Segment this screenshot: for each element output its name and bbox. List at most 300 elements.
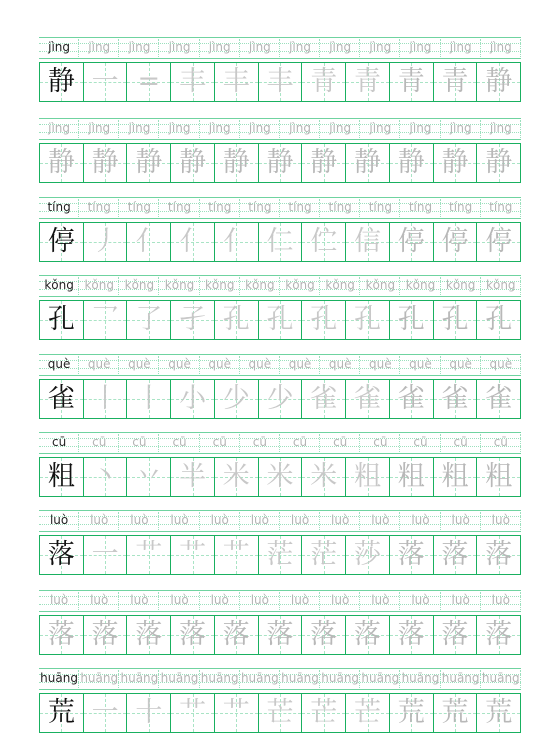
model-character-cell: [40, 301, 84, 339]
pinyin-text: cū: [493, 435, 508, 449]
pinyin-text: jìng: [48, 40, 71, 54]
trace-character-cell: [215, 694, 259, 732]
practice-row: [39, 275, 521, 340]
pinyin-text: kǒng: [445, 278, 476, 292]
pinyin-cell: [481, 275, 521, 297]
trace-character-cell: [477, 144, 520, 182]
hanzi-character: 粗: [354, 461, 381, 492]
pinyin-text: què: [47, 357, 71, 371]
hanzi-character: 小: [179, 383, 207, 414]
pinyin-cell: [481, 590, 521, 612]
hanzi-character: 静: [354, 147, 381, 178]
pinyin-text: kǒng: [124, 278, 155, 292]
pinyin-text: luò: [170, 593, 189, 607]
trace-character-cell: [434, 694, 478, 732]
trace-character-cell: [171, 694, 215, 732]
trace-character-cell: [434, 223, 478, 261]
pinyin-cell: [481, 510, 521, 532]
pinyin-cell: [119, 510, 159, 532]
trace-character-cell: [390, 694, 434, 732]
pinyin-text: luò: [250, 593, 269, 607]
pinyin-text: cū: [51, 435, 67, 449]
hanzi-character: 一: [91, 539, 119, 570]
practice-row: [39, 354, 521, 419]
pinyin-cell: [200, 668, 240, 690]
hanzi-character: 丿: [91, 226, 119, 257]
pinyin-cell: [360, 590, 400, 612]
pinyin-text: cū: [212, 435, 227, 449]
hanzi-character: 落: [485, 619, 513, 650]
hanzi-character: 静: [441, 147, 469, 178]
practice-row: [39, 37, 521, 102]
pinyin-cell: [240, 275, 280, 297]
trace-character-cell: [477, 694, 520, 732]
pinyin-text: tíng: [368, 200, 392, 214]
pinyin-cell: [240, 37, 280, 59]
pinyin-text: huāng: [401, 671, 440, 685]
hanzi-character: 十: [135, 697, 163, 728]
pinyin-text: huāng: [481, 671, 520, 685]
model-character-cell: [40, 616, 84, 654]
pinyin-cell: [159, 37, 199, 59]
trace-character-cell: [84, 223, 128, 261]
pinyin-cell: [200, 37, 240, 59]
pinyin-text: kǒng: [204, 278, 235, 292]
pinyin-cell: [320, 510, 360, 532]
pinyin-cell: [159, 510, 199, 532]
pinyin-text: huāng: [120, 671, 159, 685]
pinyin-cell: [441, 432, 481, 454]
hanzi-character: 落: [91, 619, 119, 650]
hanzi-character: 亻: [179, 226, 207, 257]
pinyin-text: huāng: [240, 671, 279, 685]
pinyin-cell: [400, 354, 440, 376]
pinyin-cell: [360, 118, 400, 140]
pinyin-cell: [280, 432, 320, 454]
pinyin-cell: [481, 432, 521, 454]
trace-character-cell: [346, 694, 390, 732]
pinyin-cell: [79, 510, 119, 532]
trace-character-cell: [302, 301, 346, 339]
pinyin-cells: [39, 668, 521, 690]
pinyin-text: tíng: [288, 200, 312, 214]
pinyin-text: kǒng: [84, 278, 114, 292]
trace-character-cell: [390, 223, 434, 261]
trace-character-cell: [434, 144, 478, 182]
trace-character-cell: [259, 301, 303, 339]
trace-character-cell: [171, 380, 215, 418]
hanzi-character: 孔: [397, 304, 425, 335]
pinyin-cell: [79, 197, 119, 219]
pinyin-cell: [320, 354, 360, 376]
hanzi-grid: [39, 300, 521, 340]
pinyin-cell: [200, 118, 240, 140]
pinyin-text: cū: [373, 435, 388, 449]
pinyin-cell: [280, 197, 320, 219]
trace-character-cell: [127, 301, 171, 339]
hanzi-grid: [39, 222, 521, 262]
hanzi-character: 静: [179, 147, 207, 178]
hanzi-character: 孔: [222, 304, 250, 335]
pinyin-text: huāng: [281, 671, 319, 685]
practice-row: [39, 118, 521, 183]
model-character-cell: [40, 458, 84, 496]
hanzi-character: 伫: [310, 226, 338, 257]
hanzi-character: 信: [354, 226, 381, 257]
pinyin-cell: [360, 197, 400, 219]
pinyin-text: luò: [130, 513, 149, 527]
trace-character-cell: [477, 63, 520, 101]
pinyin-cell: [159, 197, 199, 219]
trace-character-cell: [346, 223, 390, 261]
pinyin-cell: [360, 37, 400, 59]
pinyin-cells: [39, 432, 521, 454]
trace-character-cell: [215, 63, 259, 101]
pinyin-text: tíng: [248, 200, 272, 214]
pinyin-text: luò: [290, 513, 310, 527]
pinyin-cell: [200, 510, 240, 532]
hanzi-character: 落: [47, 539, 75, 570]
trace-character-cell: [346, 144, 390, 182]
pinyin-text: jìng: [128, 121, 151, 135]
pinyin-cell: [159, 432, 199, 454]
hanzi-character: 静: [397, 147, 425, 178]
hanzi-character: 孔: [47, 304, 75, 335]
hanzi-grid: [39, 143, 521, 183]
trace-character-cell: [215, 458, 259, 496]
pinyin-text: jìng: [248, 40, 271, 54]
hanzi-character: 丨: [91, 383, 119, 414]
pinyin-cell: [481, 197, 521, 219]
pinyin-line: [39, 668, 521, 690]
trace-character-cell: [84, 380, 128, 418]
pinyin-cell: [400, 197, 440, 219]
trace-character-cell: [346, 616, 390, 654]
practice-row: [39, 510, 521, 575]
trace-character-cell: [302, 144, 346, 182]
hanzi-grid: [39, 693, 521, 733]
hanzi-character: 青: [354, 66, 381, 97]
hanzi-character: 芒: [310, 697, 338, 728]
hanzi-character: 落: [354, 619, 381, 650]
hanzi-character: 落: [179, 619, 207, 650]
pinyin-text: jìng: [168, 40, 191, 54]
hanzi-grid: [39, 535, 521, 575]
hanzi-character: 落: [135, 619, 163, 650]
pinyin-cell: [280, 668, 320, 690]
hanzi-character: 静: [485, 147, 513, 178]
hanzi-character: 少: [266, 383, 294, 414]
pinyin-text: jìng: [208, 121, 231, 135]
trace-character-cell: [84, 694, 128, 732]
pinyin-text: cū: [333, 435, 348, 449]
trace-character-cell: [390, 144, 434, 182]
pinyin-text: luò: [90, 593, 109, 607]
pinyin-text: jìng: [489, 40, 512, 54]
trace-character-cell: [302, 616, 346, 654]
pinyin-cell: [400, 590, 440, 612]
pinyin-text: luò: [451, 593, 470, 607]
pinyin-cell: [360, 668, 400, 690]
hanzi-character: 茫: [310, 539, 338, 570]
pinyin-text: jìng: [449, 121, 472, 135]
pinyin-cell: [240, 590, 280, 612]
pinyin-cell: [119, 275, 159, 297]
hanzi-character: 一: [91, 66, 119, 97]
pinyin-cell: [320, 275, 360, 297]
pinyin-text: luò: [49, 513, 69, 527]
pinyin-text: jìng: [48, 121, 71, 135]
pinyin-line: [39, 275, 521, 297]
hanzi-character: 荒: [397, 697, 425, 728]
trace-character-cell: [215, 144, 259, 182]
trace-character-cell: [84, 458, 128, 496]
pinyin-cell: [79, 118, 119, 140]
trace-character-cell: [390, 536, 434, 574]
hanzi-character: 雀: [485, 383, 513, 414]
hanzi-character: 孑: [179, 304, 207, 335]
pinyin-line: [39, 118, 521, 140]
pinyin-text: huāng: [80, 671, 119, 685]
pinyin-text: luò: [411, 593, 430, 607]
pinyin-cell: [280, 275, 320, 297]
hanzi-character: 芒: [266, 697, 294, 728]
pinyin-cell: [240, 118, 280, 140]
pinyin-cell: [79, 668, 119, 690]
pinyin-cell: [240, 354, 280, 376]
hanzi-character: 米: [310, 461, 338, 492]
trace-character-cell: [171, 536, 215, 574]
pinyin-text: tíng: [87, 200, 111, 214]
hanzi-character: 丰: [222, 66, 250, 97]
pinyin-cells: [39, 510, 521, 532]
trace-character-cell: [302, 380, 346, 418]
pinyin-cell: [39, 118, 79, 140]
pinyin-cell: [159, 354, 199, 376]
trace-character-cell: [390, 616, 434, 654]
hanzi-character: 亻: [222, 226, 250, 257]
pinyin-cell: [481, 668, 521, 690]
pinyin-text: tíng: [328, 200, 352, 214]
hanzi-character: 米: [266, 461, 294, 492]
hanzi-character: 雀: [354, 383, 381, 414]
pinyin-text: huāng: [361, 671, 400, 685]
pinyin-text: què: [168, 357, 191, 371]
hanzi-character: 粗: [397, 461, 425, 492]
pinyin-text: tíng: [167, 200, 192, 214]
pinyin-text: kǒng: [285, 278, 315, 292]
trace-character-cell: [215, 380, 259, 418]
pinyin-text: cū: [132, 435, 147, 449]
hanzi-character: 艹: [135, 539, 163, 570]
hanzi-character: 静: [47, 66, 75, 97]
pinyin-cell: [39, 432, 79, 454]
trace-character-cell: [346, 301, 390, 339]
trace-character-cell: [215, 616, 259, 654]
trace-character-cell: [84, 63, 128, 101]
pinyin-cell: [79, 432, 119, 454]
trace-character-cell: [390, 380, 434, 418]
trace-character-cell: [84, 144, 128, 182]
hanzi-grid: [39, 379, 521, 419]
pinyin-cell: [320, 590, 360, 612]
pinyin-text: cū: [252, 435, 267, 449]
hanzi-character: 半: [179, 461, 207, 492]
hanzi-character: 荒: [441, 697, 469, 728]
pinyin-cell: [240, 432, 280, 454]
pinyin-cell: [280, 510, 320, 532]
pinyin-text: luò: [331, 513, 350, 527]
hanzi-character: 艹: [222, 697, 250, 728]
hanzi-character: 茫: [266, 539, 294, 570]
hanzi-character: 静: [485, 66, 513, 97]
pinyin-cell: [79, 590, 119, 612]
pinyin-text: huāng: [321, 671, 360, 685]
pinyin-line: [39, 354, 521, 376]
trace-character-cell: [477, 301, 520, 339]
pinyin-text: luò: [290, 593, 310, 607]
hanzi-character: 荒: [485, 697, 513, 728]
pinyin-text: kǒng: [486, 278, 516, 292]
pinyin-cell: [159, 275, 199, 297]
pinyin-text: kǒng: [44, 278, 74, 292]
trace-character-cell: [346, 63, 390, 101]
hanzi-character: 落: [397, 619, 425, 650]
pinyin-cell: [320, 668, 360, 690]
pinyin-cell: [79, 354, 119, 376]
trace-character-cell: [477, 616, 520, 654]
pinyin-line: [39, 510, 521, 532]
model-character-cell: [40, 694, 84, 732]
hanzi-character: 乛: [91, 304, 119, 335]
pinyin-text: luò: [331, 593, 350, 607]
trace-character-cell: [171, 301, 215, 339]
pinyin-cell: [400, 118, 440, 140]
pinyin-text: kǒng: [365, 278, 396, 292]
pinyin-text: tíng: [449, 200, 473, 214]
pinyin-text: jìng: [208, 40, 231, 54]
hanzi-character: 落: [441, 619, 469, 650]
pinyin-cell: [481, 37, 521, 59]
pinyin-cell: [119, 432, 159, 454]
pinyin-cell: [320, 118, 360, 140]
model-character-cell: [40, 223, 84, 261]
hanzi-character: 停: [485, 226, 513, 257]
pinyin-text: luò: [371, 593, 390, 607]
pinyin-text: huāng: [40, 671, 78, 685]
hanzi-character: 一: [91, 697, 119, 728]
hanzi-character: 雀: [310, 383, 338, 414]
pinyin-text: jìng: [289, 40, 311, 54]
pinyin-text: jìng: [329, 121, 352, 135]
pinyin-text: jìng: [168, 121, 191, 135]
pinyin-text: huāng: [441, 671, 480, 685]
pinyin-cells: [39, 354, 521, 376]
trace-character-cell: [477, 536, 520, 574]
pinyin-cell: [159, 118, 199, 140]
pinyin-cell: [200, 590, 240, 612]
hanzi-character: 雀: [47, 383, 75, 414]
pinyin-text: luò: [210, 593, 229, 607]
pinyin-text: luò: [491, 513, 510, 527]
pinyin-text: jìng: [88, 121, 111, 135]
hanzi-character: 落: [397, 539, 425, 570]
pinyin-cell: [360, 354, 400, 376]
trace-character-cell: [434, 536, 478, 574]
pinyin-text: jìng: [88, 40, 111, 54]
hanzi-character: 莎: [354, 539, 381, 570]
hanzi-character: 芒: [354, 697, 381, 728]
pinyin-text: cū: [453, 435, 468, 449]
pinyin-text: jìng: [409, 121, 432, 135]
hanzi-character: 粗: [441, 461, 469, 492]
pinyin-cell: [441, 354, 481, 376]
pinyin-text: tíng: [47, 200, 71, 214]
trace-character-cell: [127, 536, 171, 574]
hanzi-character: 静: [135, 147, 163, 178]
hanzi-character: 落: [485, 539, 513, 570]
pinyin-text: tíng: [208, 200, 232, 214]
pinyin-text: jìng: [409, 40, 432, 54]
hanzi-character: 静: [266, 147, 294, 178]
trace-character-cell: [434, 458, 478, 496]
pinyin-text: jìng: [289, 121, 311, 135]
pinyin-cell: [79, 275, 119, 297]
pinyin-cell: [280, 118, 320, 140]
hanzi-character: 艹: [222, 539, 250, 570]
hanzi-character: 丨: [135, 383, 163, 414]
pinyin-text: què: [248, 357, 272, 371]
trace-character-cell: [346, 380, 390, 418]
trace-character-cell: [259, 223, 303, 261]
hanzi-character: =: [137, 66, 161, 97]
pinyin-text: què: [128, 357, 151, 371]
hanzi-character: 落: [441, 539, 469, 570]
trace-character-cell: [302, 536, 346, 574]
pinyin-cell: [119, 118, 159, 140]
pinyin-cell: [200, 197, 240, 219]
pinyin-cell: [441, 118, 481, 140]
hanzi-character: 落: [310, 619, 338, 650]
pinyin-cell: [400, 510, 440, 532]
pinyin-text: luò: [491, 593, 510, 607]
pinyin-cell: [119, 590, 159, 612]
pinyin-cell: [360, 432, 400, 454]
pinyin-cell: [400, 37, 440, 59]
trace-character-cell: [127, 616, 171, 654]
hanzi-grid: [39, 62, 521, 102]
practice-row: [39, 432, 521, 497]
trace-character-cell: [171, 144, 215, 182]
trace-character-cell: [390, 63, 434, 101]
trace-character-cell: [259, 458, 303, 496]
pinyin-text: què: [409, 357, 432, 371]
hanzi-character: 青: [441, 66, 469, 97]
pinyin-cell: [159, 590, 199, 612]
pinyin-cell: [119, 37, 159, 59]
trace-character-cell: [127, 144, 171, 182]
hanzi-character: 青: [397, 66, 425, 97]
pinyin-cell: [240, 510, 280, 532]
trace-character-cell: [127, 223, 171, 261]
hanzi-character: 少: [222, 383, 250, 414]
trace-character-cell: [127, 458, 171, 496]
pinyin-cell: [200, 432, 240, 454]
pinyin-text: què: [369, 357, 392, 371]
hanzi-character: 雀: [397, 383, 425, 414]
pinyin-cell: [360, 275, 400, 297]
pinyin-text: jìng: [248, 121, 271, 135]
